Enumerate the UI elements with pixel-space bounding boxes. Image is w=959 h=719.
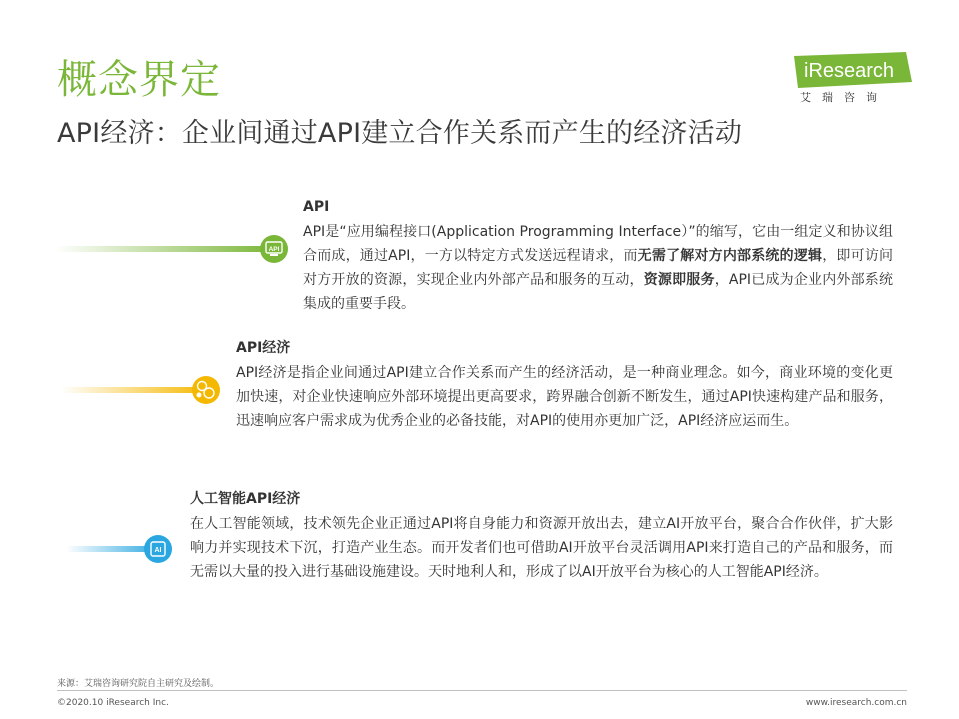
body-text: API是“应用编程接口(Application Programming Interface）”的缩写，它由一组定义和协议组合而成，通过API，一方以特定方式发送远程请求，而 (303, 224, 893, 264)
section-body (236, 361, 893, 433)
ai-chip-label: AI (154, 547, 162, 554)
body-text: ，即可访问对方开放的资源，实现企业内外部产品和服务的互动， (303, 248, 894, 288)
api-connector (55, 235, 288, 263)
copyright-text: ©2020.10 iResearch Inc. (57, 698, 169, 708)
footer-divider (57, 690, 907, 691)
section-title: 人工智能API经济 (190, 491, 301, 507)
body-text: API经济是指企业间通过API建立合作关系而产生的经济活动，是一种商业理念。如今，商业环境的变化更加快速，对企业快速响应外部环境提出更高要求，跨界融合创新不断发生，通过API快速构建产品和服务，迅速响应客户需求成为优秀企业的必备技能，对API的使用亦更加广泛，API经济应运而生。 (236, 365, 893, 429)
logo-cn-text: 艾瑞咨询 (800, 91, 888, 104)
section-body (190, 512, 893, 584)
section-title: API (303, 199, 330, 215)
section-ai-api-economy (190, 489, 893, 584)
ai-api-connector (66, 535, 172, 563)
section-title: API经济 (236, 340, 291, 356)
body-bold-text: 资源即服务 (643, 272, 715, 288)
section-api-economy (236, 338, 893, 433)
coins-icon (192, 376, 220, 404)
source-note: 来源：艾瑞咨询研究院自主研究及绘制。 (57, 679, 220, 689)
logo-brand-text: iResearch (804, 60, 895, 82)
section-body (303, 220, 893, 316)
website-link[interactable]: www.iresearch.com.cn (805, 698, 907, 708)
api-economy-connector (60, 376, 220, 404)
page-subtitle: API经济：企业间通过API建立合作关系而产生的经济活动 (57, 118, 743, 149)
body-text: ，API已成为企业内外部系统集成的重要手段。 (303, 272, 894, 312)
page-title: 概念界定 (57, 57, 221, 103)
body-text: 在人工智能领域，技术领先企业正通过API将自身能力和资源开放出去，建立AI开放平台，聚合合作伙伴，扩大影响力并实现技术下沉，打造产业生态。而开发者们也可借助AI开放平台灵活调用API来打造自己的产品和服务，而无需以大量的投入进行基础设施建设。天时地利人和，形成了以AI开放平台为核心的人工智能API经济。 (190, 516, 893, 580)
api-badge-label: API (268, 246, 280, 253)
body-bold-text: 无需了解对方内部系统的逻辑 (637, 248, 823, 264)
section-api (303, 197, 893, 316)
